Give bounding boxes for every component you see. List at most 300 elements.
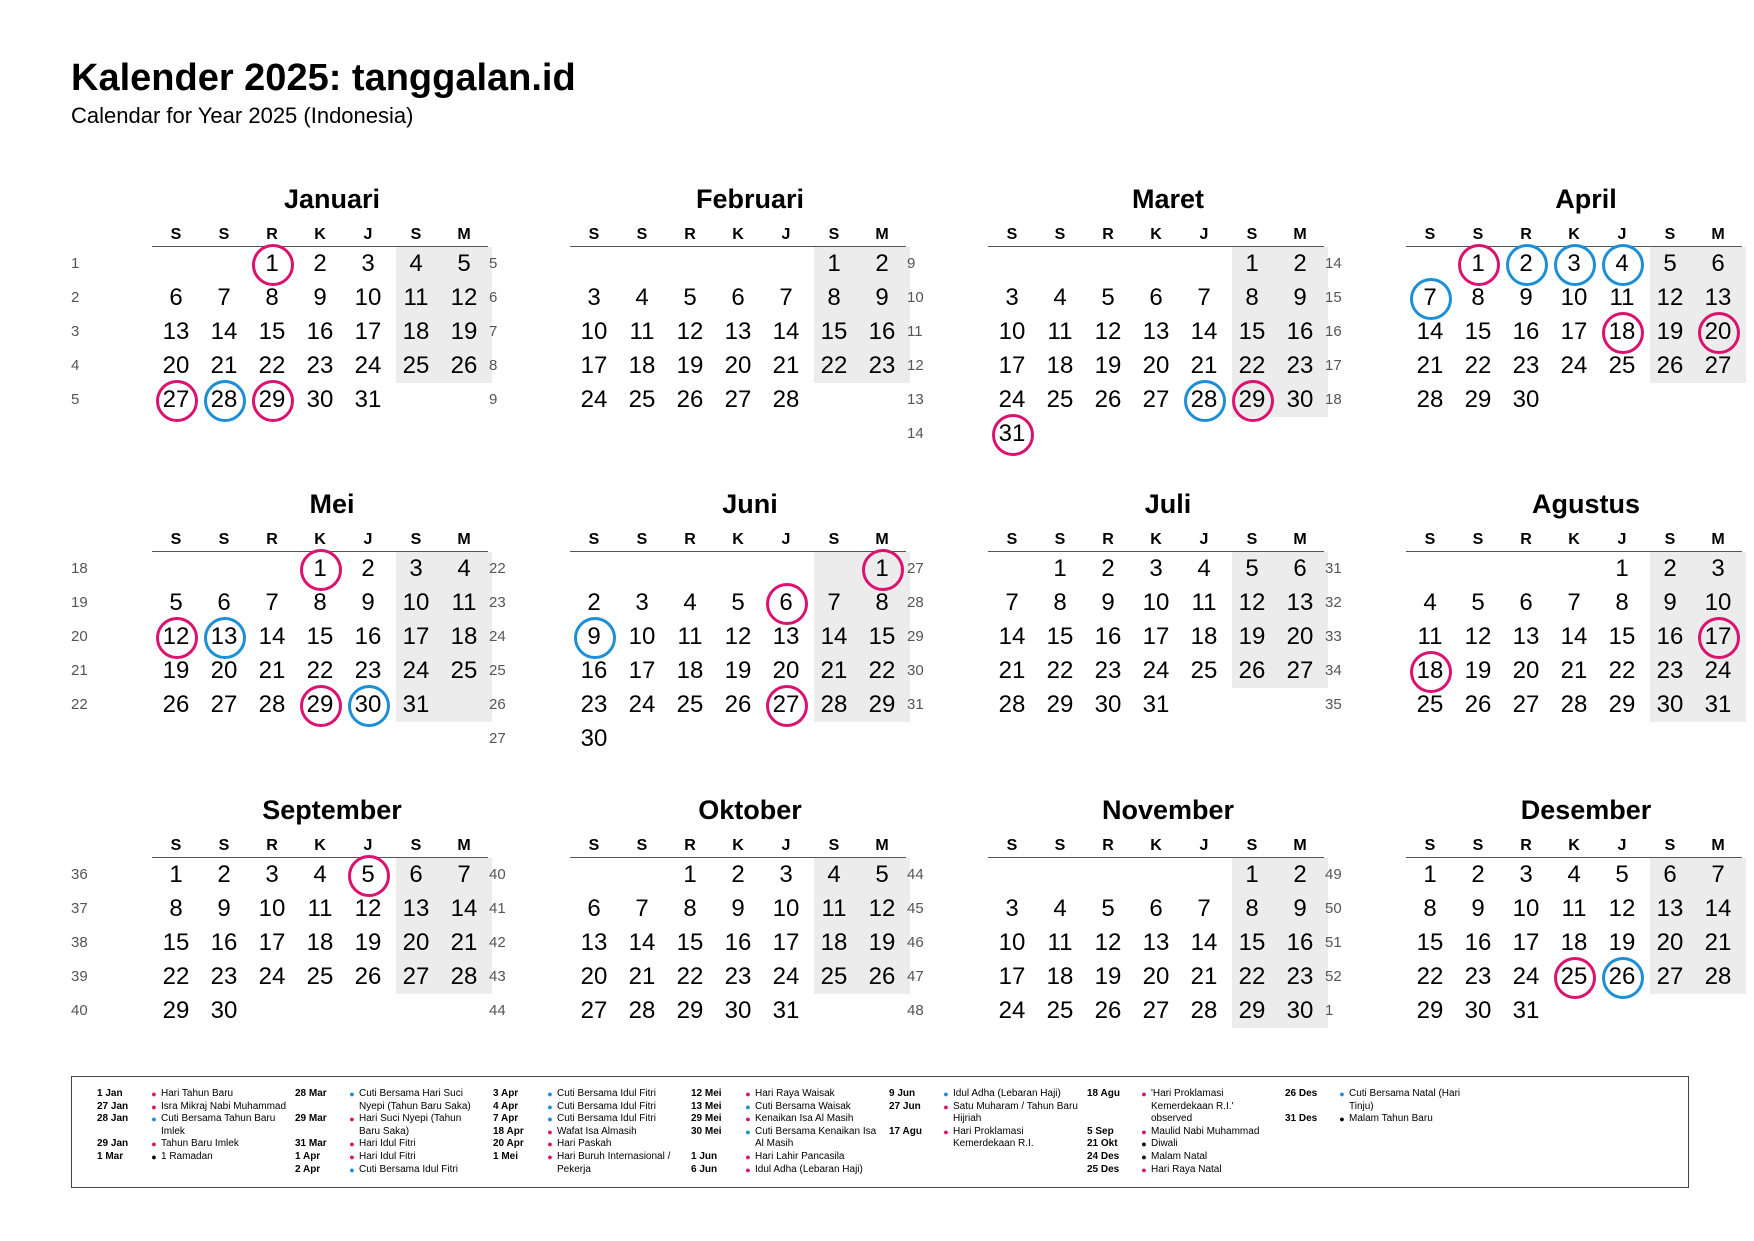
day-cell: 5 <box>731 589 745 616</box>
day-cell: 24 <box>402 657 430 684</box>
day-cell: 24 <box>1560 352 1588 379</box>
weekday-label: S <box>1246 531 1258 548</box>
day-cell: 9 <box>1101 589 1115 616</box>
day-cell: 24 <box>1142 657 1170 684</box>
bullet-icon: ● <box>151 1151 157 1162</box>
month-name: April <box>1555 184 1617 214</box>
day-cell: 1 <box>683 861 697 888</box>
day-cell: 27 <box>1142 386 1170 413</box>
day-cell: 13 <box>1704 284 1732 311</box>
day-cell: 24 <box>628 691 656 718</box>
weekday-label: R <box>1102 226 1114 243</box>
legend-date: 29 Mei <box>691 1113 722 1125</box>
week-number: 33 <box>1325 628 1342 645</box>
month-name: Juni <box>722 489 778 519</box>
day-cell: 5 <box>683 284 697 311</box>
weekday-label: K <box>314 531 326 548</box>
day-cell: 27 <box>402 963 430 990</box>
day-cell: 28 <box>628 997 656 1024</box>
day-cell: 19 <box>354 929 382 956</box>
day-cell: 15 <box>1416 929 1444 956</box>
week-number: 28 <box>907 594 924 611</box>
day-cell: 17 <box>354 318 382 345</box>
legend-column <box>889 1088 1079 1151</box>
week-number: 9 <box>489 391 498 408</box>
day-cell: 15 <box>820 318 848 345</box>
day-cell: 18 <box>1046 963 1074 990</box>
day-cell: 2 <box>1293 250 1307 277</box>
day-cell: 8 <box>1471 284 1485 311</box>
week-number: 3 <box>71 323 80 340</box>
legend-date: 30 Mei <box>691 1125 722 1137</box>
legend-text: Cuti Bersama Hari Suci Nyepi (Tahun Baru Saka) <box>359 1088 471 1112</box>
weekday-label: R <box>684 226 696 243</box>
week-number: 39 <box>71 968 88 985</box>
day-cell: 14 <box>1704 895 1732 922</box>
weekday-label: J <box>1617 226 1627 243</box>
weekday-label: S <box>828 531 840 548</box>
legend-item <box>1087 1138 1277 1151</box>
weekday-label: K <box>732 837 744 854</box>
weekday-label: M <box>1711 837 1725 854</box>
weekday-label: S <box>1054 837 1066 854</box>
page-subtitle: Calendar for Year 2025 (Indonesia) <box>71 103 414 128</box>
legend-item <box>889 1101 1079 1126</box>
page-title: Kalender 2025: tanggalan.id <box>71 57 576 99</box>
week-number: 27 <box>907 560 924 577</box>
bullet-icon: ● <box>943 1126 949 1137</box>
day-cell: 2 <box>1293 861 1307 888</box>
day-cell: 8 <box>683 895 697 922</box>
day-cell: 3 <box>1519 861 1533 888</box>
day-cell: 10 <box>1560 284 1588 311</box>
weekday-label: K <box>1150 531 1162 548</box>
bullet-icon: ● <box>1141 1089 1147 1099</box>
day-cell: 26 <box>1094 997 1122 1024</box>
legend-date: 27 Jan <box>97 1100 129 1112</box>
day-cell: 4 <box>1053 284 1067 311</box>
day-cell: 11 <box>1417 623 1443 650</box>
day-cell: 31 <box>354 386 382 413</box>
day-cell: 13 <box>1286 589 1314 616</box>
legend-text: Cuti Bersama Idul Fitri <box>557 1113 656 1125</box>
day-cell: 7 <box>457 861 471 888</box>
legend-item <box>97 1113 287 1138</box>
legend-date: 6 Jun <box>691 1163 718 1175</box>
legend-item <box>889 1126 1079 1151</box>
day-cell: 30 <box>1094 691 1122 718</box>
legend-column <box>493 1088 683 1176</box>
day-cell: 5 <box>1101 895 1115 922</box>
day-cell: 27 <box>210 691 238 718</box>
day-cell: 28 <box>1180 383 1228 417</box>
legend-item <box>691 1113 881 1126</box>
day-cell: 23 <box>1286 963 1314 990</box>
day-cell: 1 <box>1245 250 1259 277</box>
day-cell: 31 <box>988 417 1036 451</box>
month-name: Januari <box>283 184 381 214</box>
month-name: September <box>262 795 402 825</box>
day-cell: 7 <box>827 589 841 616</box>
day-cell: 30 <box>1656 691 1684 718</box>
legend-item <box>1285 1113 1475 1126</box>
week-number: 12 <box>907 357 924 374</box>
day-cell: 6 <box>1663 861 1677 888</box>
week-number: 51 <box>1325 934 1342 951</box>
weekday-label: R <box>266 837 278 854</box>
legend-column <box>295 1088 485 1176</box>
bullet-icon: ● <box>745 1089 751 1099</box>
legend-date: 9 Jun <box>889 1088 916 1099</box>
day-cell: 13 <box>724 318 752 345</box>
bullet-icon: ● <box>151 1114 157 1125</box>
day-cell: 13 <box>580 929 608 956</box>
day-cell: 3 <box>635 589 649 616</box>
day-cell: 23 <box>354 657 382 684</box>
month-name: November <box>1101 795 1235 825</box>
month-desember <box>1325 794 1732 1084</box>
day-cell: 31 <box>1512 997 1540 1024</box>
day-cell: 23 <box>1464 963 1492 990</box>
weekday-label: R <box>684 531 696 548</box>
day-cell: 14 <box>258 623 286 650</box>
day-cell: 27 <box>1512 691 1540 718</box>
legend-date: 28 Mar <box>295 1088 327 1099</box>
day-cell: 20 <box>1656 929 1684 956</box>
month-oktober <box>489 794 896 1084</box>
day-cell: 6 <box>731 284 745 311</box>
legend-text: Idul Adha (Lebaran Haji) <box>953 1088 1061 1099</box>
day-cell: 27 <box>1704 352 1732 379</box>
week-number: 13 <box>907 391 924 408</box>
weekday-label: S <box>1006 226 1018 243</box>
weekday-label: K <box>314 837 326 854</box>
day-cell: 21 <box>210 352 238 379</box>
week-number: 7 <box>489 323 498 340</box>
week-number: 22 <box>489 560 506 577</box>
day-cell: 1 <box>827 250 841 277</box>
week-number: 37 <box>71 900 88 917</box>
week-number: 2 <box>71 289 80 306</box>
day-cell: 8 <box>875 589 889 616</box>
weekday-label: S <box>170 837 182 854</box>
legend-item <box>493 1138 683 1151</box>
day-cell: 9 <box>875 284 889 311</box>
legend-item <box>1087 1151 1277 1164</box>
legend-item <box>1087 1088 1277 1126</box>
weekday-label: S <box>410 837 422 854</box>
week-number: 52 <box>1325 968 1342 985</box>
day-cell: 24 <box>1512 963 1540 990</box>
day-cell: 17 <box>998 352 1026 379</box>
day-cell: 11 <box>677 623 703 650</box>
day-cell: 21 <box>820 657 848 684</box>
legend-item <box>691 1088 881 1101</box>
legend-date: 25 Des <box>1087 1163 1120 1175</box>
bullet-icon: ● <box>745 1164 751 1175</box>
weekday-label: K <box>1150 837 1162 854</box>
day-cell: 28 <box>998 691 1026 718</box>
day-cell: 1 <box>248 247 296 281</box>
bullet-icon: ● <box>547 1101 553 1112</box>
day-cell: 8 <box>265 284 279 311</box>
day-cell: 19 <box>450 318 478 345</box>
weekday-label: J <box>363 531 373 548</box>
day-cell: 25 <box>820 963 848 990</box>
day-cell: 25 <box>1550 960 1598 994</box>
day-cell: 14 <box>772 318 800 345</box>
day-cell: 1 <box>1615 555 1629 582</box>
day-cell: 19 <box>1608 929 1636 956</box>
day-cell: 30 <box>210 997 238 1024</box>
day-cell: 28 <box>820 691 848 718</box>
day-cell: 11 <box>307 895 333 922</box>
day-cell: 29 <box>1416 997 1444 1024</box>
day-cell: 22 <box>1608 657 1636 684</box>
day-cell: 18 <box>1046 352 1074 379</box>
weekday-label: M <box>875 837 889 854</box>
day-cell: 7 <box>1406 281 1454 315</box>
day-cell: 15 <box>162 929 190 956</box>
week-number: 23 <box>489 594 506 611</box>
day-cell: 14 <box>998 623 1026 650</box>
weekday-label: K <box>732 531 744 548</box>
weekday-label: M <box>457 226 471 243</box>
day-cell: 27 <box>1656 963 1684 990</box>
day-cell: 26 <box>1094 386 1122 413</box>
day-cell: 27 <box>762 688 810 722</box>
day-cell: 12 <box>1608 895 1636 922</box>
day-cell: 19 <box>1656 318 1684 345</box>
weekday-label: J <box>363 837 373 854</box>
legend-date: 1 Apr <box>295 1150 321 1162</box>
day-cell: 22 <box>1238 963 1266 990</box>
legend-date: 18 Apr <box>493 1125 524 1137</box>
week-number: 25 <box>489 662 506 679</box>
day-cell: 1 <box>296 552 344 586</box>
weekday-header <box>1406 225 1742 245</box>
weekday-header <box>988 225 1324 245</box>
day-cell: 17 <box>1694 620 1742 654</box>
weekday-label: S <box>1424 226 1436 243</box>
legend-item <box>97 1088 287 1101</box>
bullet-icon: ● <box>1339 1114 1345 1125</box>
day-cell: 26 <box>1238 657 1266 684</box>
day-cell: 10 <box>998 929 1026 956</box>
legend-text: Cuti Bersama Natal (Hari Tinju) <box>1349 1088 1461 1112</box>
day-cell: 27 <box>580 997 608 1024</box>
day-cell: 21 <box>628 963 656 990</box>
weekday-label: S <box>218 226 230 243</box>
day-cell: 1 <box>1454 247 1502 281</box>
day-cell: 3 <box>409 555 423 582</box>
day-cell: 10 <box>772 895 800 922</box>
day-cell: 7 <box>779 284 793 311</box>
weekday-header <box>988 530 1324 550</box>
day-cell: 16 <box>724 929 752 956</box>
week-number: 8 <box>489 357 498 374</box>
day-cell: 12 <box>152 620 200 654</box>
weekday-label: M <box>875 226 889 243</box>
day-cell: 2 <box>1663 555 1677 582</box>
day-cell: 24 <box>1704 657 1732 684</box>
day-cell: 19 <box>724 657 752 684</box>
day-cell: 29 <box>1464 386 1492 413</box>
month-januari <box>71 183 478 473</box>
day-cell: 14 <box>628 929 656 956</box>
week-number: 14 <box>907 425 924 442</box>
day-cell: 12 <box>450 284 478 311</box>
day-cell: 10 <box>1512 895 1540 922</box>
day-cell: 6 <box>1519 589 1533 616</box>
weekday-label: S <box>170 531 182 548</box>
day-cell: 15 <box>1238 318 1266 345</box>
day-cell: 18 <box>402 318 430 345</box>
legend-date: 1 Mar <box>97 1150 124 1162</box>
weekday-label: S <box>1006 837 1018 854</box>
week-number: 31 <box>1325 560 1342 577</box>
day-cell: 7 <box>1711 861 1725 888</box>
weekday-label: S <box>1664 531 1676 548</box>
legend-date: 1 Jun <box>691 1150 718 1162</box>
day-cell: 20 <box>162 352 190 379</box>
day-cell: 24 <box>998 386 1026 413</box>
day-cell: 28 <box>1416 386 1444 413</box>
month-agustus <box>1325 488 1732 778</box>
weekday-label: J <box>781 531 791 548</box>
day-cell: 4 <box>1423 589 1437 616</box>
weekday-label: S <box>1054 226 1066 243</box>
weekday-label: J <box>363 226 373 243</box>
legend-item <box>691 1126 881 1151</box>
holiday-legend <box>71 1076 1689 1188</box>
day-cell: 8 <box>1053 589 1067 616</box>
legend-item <box>295 1164 485 1177</box>
weekday-label: S <box>218 531 230 548</box>
weekday-label: M <box>1293 226 1307 243</box>
day-cell: 20 <box>1694 315 1742 349</box>
day-cell: 25 <box>402 352 430 379</box>
legend-item <box>493 1126 683 1139</box>
day-cell: 24 <box>998 997 1026 1024</box>
day-cell: 31 <box>1142 691 1170 718</box>
day-cell: 21 <box>1704 929 1732 956</box>
day-cell: 19 <box>1464 657 1492 684</box>
legend-text: Hari Lahir Pancasila <box>755 1150 845 1162</box>
week-number: 40 <box>71 1002 88 1019</box>
day-cell: 10 <box>1142 589 1170 616</box>
legend-date: 1 Jan <box>97 1088 123 1099</box>
day-cell: 16 <box>1656 623 1684 650</box>
day-cell: 18 <box>628 352 656 379</box>
month-november <box>907 794 1314 1084</box>
day-cell: 13 <box>1656 895 1684 922</box>
day-cell: 20 <box>402 929 430 956</box>
day-cell: 23 <box>1512 352 1540 379</box>
day-cell: 20 <box>1512 657 1540 684</box>
day-cell: 23 <box>1094 657 1122 684</box>
bullet-icon: ● <box>349 1114 355 1125</box>
month-mei <box>71 488 478 778</box>
day-cell: 25 <box>450 657 478 684</box>
week-number: 6 <box>489 289 498 306</box>
bullet-icon: ● <box>349 1089 355 1099</box>
weekday-label: S <box>1664 837 1676 854</box>
day-cell: 15 <box>306 623 334 650</box>
day-cell: 9 <box>313 284 327 311</box>
day-cell: 21 <box>258 657 286 684</box>
month-juli <box>907 488 1314 778</box>
legend-date: 21 Okt <box>1087 1138 1118 1150</box>
day-cell: 28 <box>258 691 286 718</box>
day-cell: 15 <box>676 929 704 956</box>
bullet-icon: ● <box>745 1151 751 1162</box>
day-cell: 7 <box>635 895 649 922</box>
legend-text: Cuti Bersama Tahun Baru Imlek <box>161 1113 276 1137</box>
legend-text: Diwali <box>1151 1138 1178 1150</box>
legend-item <box>1285 1088 1475 1113</box>
month-maret <box>907 183 1314 473</box>
week-number: 45 <box>907 900 924 917</box>
day-cell: 20 <box>580 963 608 990</box>
day-cell: 13 <box>1512 623 1540 650</box>
week-number: 40 <box>489 866 506 883</box>
day-cell: 7 <box>1005 589 1019 616</box>
day-cell: 18 <box>820 929 848 956</box>
bullet-icon: ● <box>745 1114 751 1125</box>
day-cell: 22 <box>1238 352 1266 379</box>
bullet-icon: ● <box>1141 1151 1147 1162</box>
legend-date: 18 Agu <box>1087 1088 1120 1099</box>
day-cell: 17 <box>402 623 430 650</box>
legend-item <box>295 1113 485 1138</box>
day-cell: 12 <box>1656 284 1684 311</box>
week-number: 9 <box>907 255 916 272</box>
day-cell: 30 <box>724 997 752 1024</box>
day-cell: 14 <box>1560 623 1588 650</box>
day-cell: 15 <box>1608 623 1636 650</box>
day-cell: 23 <box>210 963 238 990</box>
bullet-icon: ● <box>547 1089 553 1099</box>
day-cell: 26 <box>868 963 896 990</box>
legend-text: Tahun Baru Imlek <box>161 1138 239 1150</box>
day-cell: 21 <box>1190 963 1218 990</box>
day-cell: 8 <box>1423 895 1437 922</box>
weekday-label: S <box>588 531 600 548</box>
day-cell: 21 <box>450 929 478 956</box>
day-cell: 16 <box>306 318 334 345</box>
day-cell: 6 <box>1149 284 1163 311</box>
legend-item <box>295 1088 485 1113</box>
bullet-icon: ● <box>943 1101 949 1112</box>
weekday-label: S <box>1424 531 1436 548</box>
day-cell: 18 <box>450 623 478 650</box>
legend-date: 31 Mar <box>295 1138 327 1150</box>
day-cell: 19 <box>868 929 896 956</box>
day-cell: 13 <box>772 623 800 650</box>
legend-text: 1 Ramadan <box>161 1150 213 1162</box>
week-number: 5 <box>71 391 80 408</box>
day-cell: 19 <box>1238 623 1266 650</box>
weekday-label: R <box>1102 837 1114 854</box>
day-cell: 1 <box>1245 861 1259 888</box>
week-number: 49 <box>1325 866 1342 883</box>
legend-text: Maulid Nabi Muhammad <box>1151 1125 1260 1137</box>
day-cell: 16 <box>1512 318 1540 345</box>
legend-text: Kenaikan Isa Al Masih <box>755 1113 854 1125</box>
legend-text: Malam Tahun Baru <box>1349 1113 1433 1125</box>
day-cell: 15 <box>1046 623 1074 650</box>
